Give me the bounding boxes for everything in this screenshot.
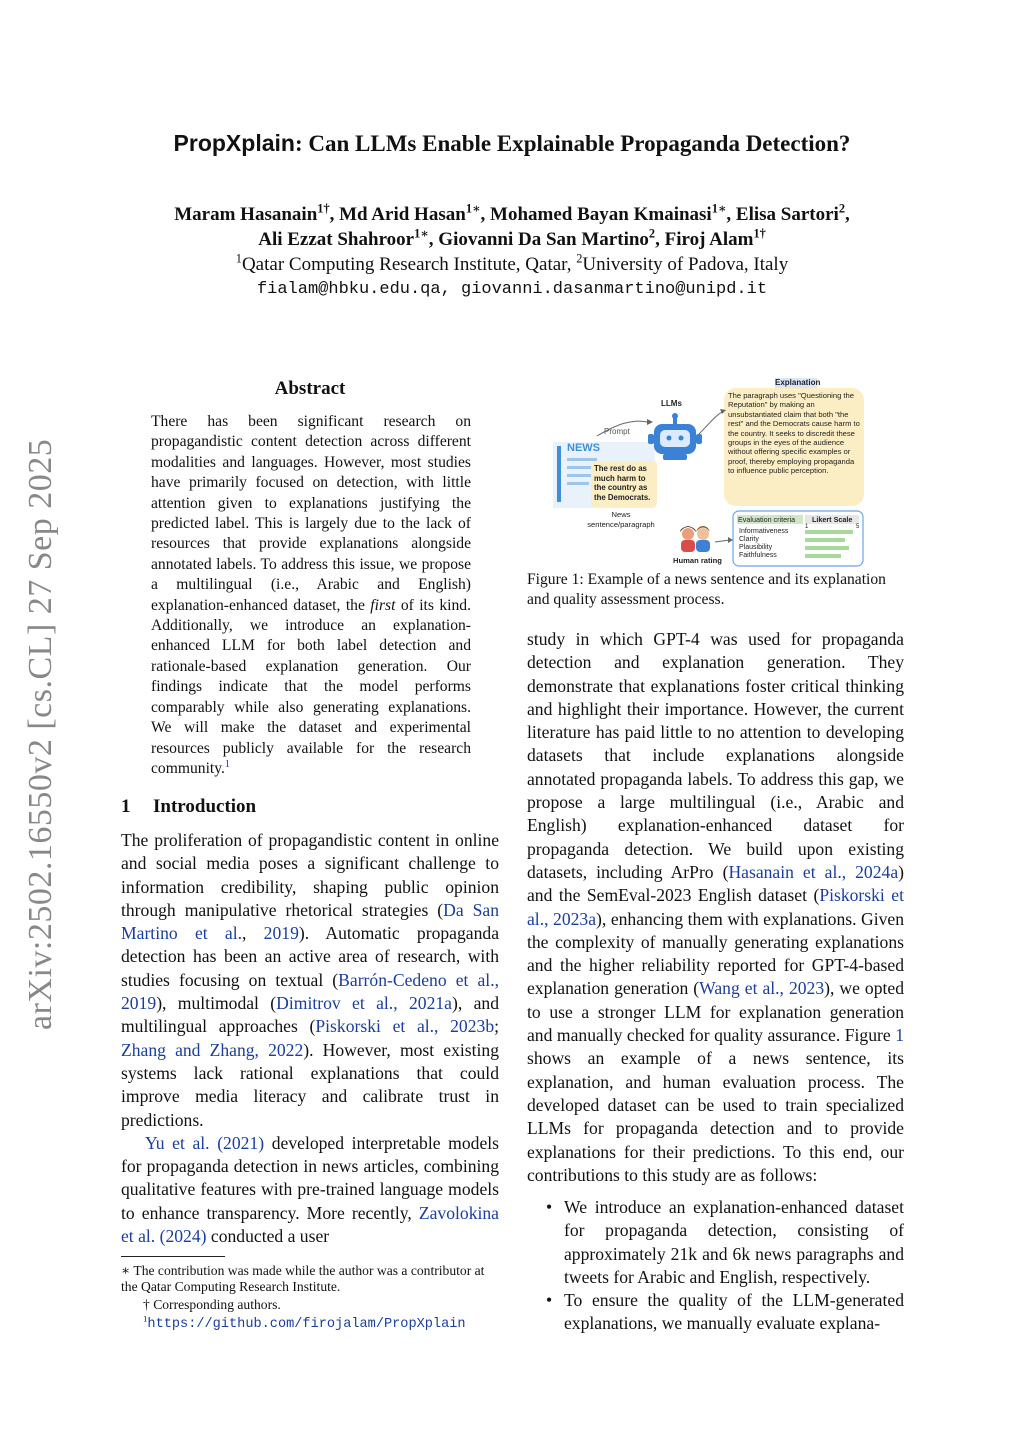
citation-link[interactable]: Zhang and Zhang, 2022: [121, 1039, 304, 1060]
news-quote: The rest do as much harm to the country as the Democrats.: [594, 464, 651, 502]
explanation-text: The paragraph uses "Questioning the Reputation" by making an unsubstantiated claim that both "the rest" and the Democrats cause harm to the country. It seeks to discredit these groups in the eyes of the audience without offering specific examples or proof, thereby employing propaganda to influence public perception.: [728, 391, 860, 476]
intro-paragraph-1: The proliferation of propagandistic content in online and social media poses a significant challenge to information credibility, shaping public opinion through manipulative rhetorical strategies (Da San Martino et al., 2019). Automatic propaganda detection has been an active area of research, with studies focusing on textual (Barrón-Cedeno et al., 2019), multimodal (Dimitrov et al., 2021a), and multilingual approaches (Piskorski et al., 2023b; Zhang and Zhang, 2022). However, most existing systems lack rational explanations that could improve media literacy and calibrate trust in predictions.: [121, 830, 500, 1130]
intro-paragraph-2: Yu et al. (2021) developed interpretable models for propaganda detection in news articles, combining qualitative features with pre-trained language models to enhance transparency. More recently, Zavolokina et al. (2024) conducted a user: [121, 1132, 499, 1247]
criterion-clarity: Clarity: [739, 536, 759, 543]
criterion-faithfulness: Faithfulness: [739, 552, 777, 559]
author-line-1: Maram Hasanain$^{1\dagger}$, Md Arid Hasan$^{1∗}$, Mohamed Bayan Kmainasi$^{1∗}$, Elisa Sartori$^2$,: [174, 201, 850, 225]
prompt-label: Prompt: [604, 427, 630, 436]
abstract-heading: Abstract: [274, 378, 346, 399]
intro-column-left: [121, 829, 499, 1248]
citation-link[interactable]: 2019: [263, 923, 299, 944]
citation-link[interactable]: Barrón-Cedeno et al., 2019: [121, 969, 499, 1014]
section-heading: 1 Introduction: [121, 796, 257, 817]
likert-max: 5: [856, 524, 860, 530]
likert-min: 1: [805, 524, 809, 530]
footnote-rule: [121, 1256, 225, 1257]
citation-link[interactable]: Dimitrov et al., 2021a: [276, 993, 452, 1014]
footnote-star: ∗ The contribution was made while the author was a contributor at the Qatar Computing Research Institute.: [121, 1263, 485, 1294]
footnote-url: $^1$https://github.com/firojalam/PropXplain: [143, 1313, 466, 1332]
eval-criteria-header: Evaluation criteria: [738, 515, 796, 524]
figure-caption: Figure 1: Example of a news sentence and its explanation and quality assessment process.: [527, 571, 886, 609]
list-item: • We introduce an explanation-enhanced dataset for propaganda detection, consisting of approximately 21k and 6k news paragraphs and tweets for Arabic and English, respectively.: [543, 1196, 904, 1289]
citation-link[interactable]: Hasanain et al., 2024a: [728, 861, 899, 882]
footnote-ref-1[interactable]: 1: [224, 758, 230, 770]
citation-link[interactable]: Zavolokina et al. (2024): [121, 1202, 499, 1247]
arxiv-stamp: arXiv:2502.16550v2 [cs.CL] 27 Sep 2025: [22, 438, 59, 1030]
robot-icon: [648, 413, 702, 460]
figure-ref-link[interactable]: 1: [895, 1025, 904, 1046]
news-label: NEWS: [567, 442, 600, 454]
citation-link[interactable]: Da San Martino et al.: [121, 899, 499, 944]
abstract-text: There has been significant research on propagandistic content detection across different modalities and languages. However, most studies have primarily focused on detection, with little attention given to explanations justifying the predicted label. This is largely due to the lack of resources that provide explanations alongside annotated labels. To address this issue, we propose a multilingual (i.e., Arabic and English) explanation-enhanced dataset, the first of its kind. Additionally, we introduce an explanation-enhanced LLM for both label detection and rationale-based explanation generation. Our findings indicate that the model performs comparably while also generating explanations. We will make the dataset and experimental resources publicly available for the research community.$^1$: [151, 413, 471, 777]
likert-header: Likert Scale: [812, 515, 853, 524]
citation-link[interactable]: Wang et al., 2023: [699, 978, 825, 999]
criterion-plausibility: Plausibility: [739, 544, 773, 551]
author-line-2: Ali Ezzat Shahroor$^{1∗}$, Giovanni Da San Martino$^2$, Firoj Alam$^{1\dagger}$: [258, 226, 766, 250]
title-rest: : Can LLMs Enable Explainable Propaganda Detection?: [294, 131, 851, 156]
affiliation: $^1$Qatar Computing Research Institute, Qatar, $^2$University of Padova, Italy: [235, 251, 789, 275]
citation-link[interactable]: Piskorski et al., 2023b: [315, 1016, 495, 1037]
footnote-dagger: † Corresponding authors.: [143, 1297, 281, 1312]
news-caption: News sentence/paragraph: [587, 510, 655, 529]
contribution-list: [543, 1196, 904, 1336]
citation-link[interactable]: Yu et al. (2021): [145, 1132, 265, 1153]
author-emails: fialam@hbku.edu.qa, giovanni.dasanmartino@unipd.it: [256, 280, 768, 299]
paper-title: [0, 130, 1024, 157]
people-icon: [680, 526, 710, 552]
criterion-informativeness: Informativeness: [739, 528, 789, 535]
citation-link[interactable]: Piskorski et al., 2023a: [527, 885, 904, 929]
figure-1: [527, 374, 904, 570]
list-item: • To ensure the quality of the LLM-generated explanations, we manually evaluate explana-: [543, 1289, 904, 1336]
title-brand: PropXplain: [173, 130, 295, 156]
human-rating-label: Human rating: [673, 556, 722, 565]
repo-link[interactable]: https://github.com/firojalam/PropXplain: [147, 1317, 466, 1332]
llms-label: LLMs: [661, 399, 682, 408]
explanation-title: Explanation: [775, 378, 821, 387]
intro-column-right: study in which GPT-4 was used for propaganda detection and explanation generation. They demonstrate that explanations foster critical thinking and highlight their importance. However, the current literature has paid little to no attention to developing datasets that include explanations alongside annotated propaganda labels. To address this gap, we propose a large multilingual (i.e., Arabic and English) explanation-enhanced dataset for propaganda detection. We build upon existing datasets, including ArPro (Hasanain et al., 2024a) and the SemEval-2023 English dataset (Piskorski et al., 2023a), enhancing them with explanations. Given the complexity of manually generating explanations and the higher reliability reported for GPT-4-based explanation generation (Wang et al., 2023), we opted to use a stronger LLM for explanation generation and manually checked for quality assurance. Figure 1 shows an example of a news sentence, its explanation, and human evaluation process. The developed dataset can be used to train specialized LLMs for propaganda detection and to provide explanations for their predictions. To this end, our contributions to this study are as follows:: [527, 629, 905, 1185]
